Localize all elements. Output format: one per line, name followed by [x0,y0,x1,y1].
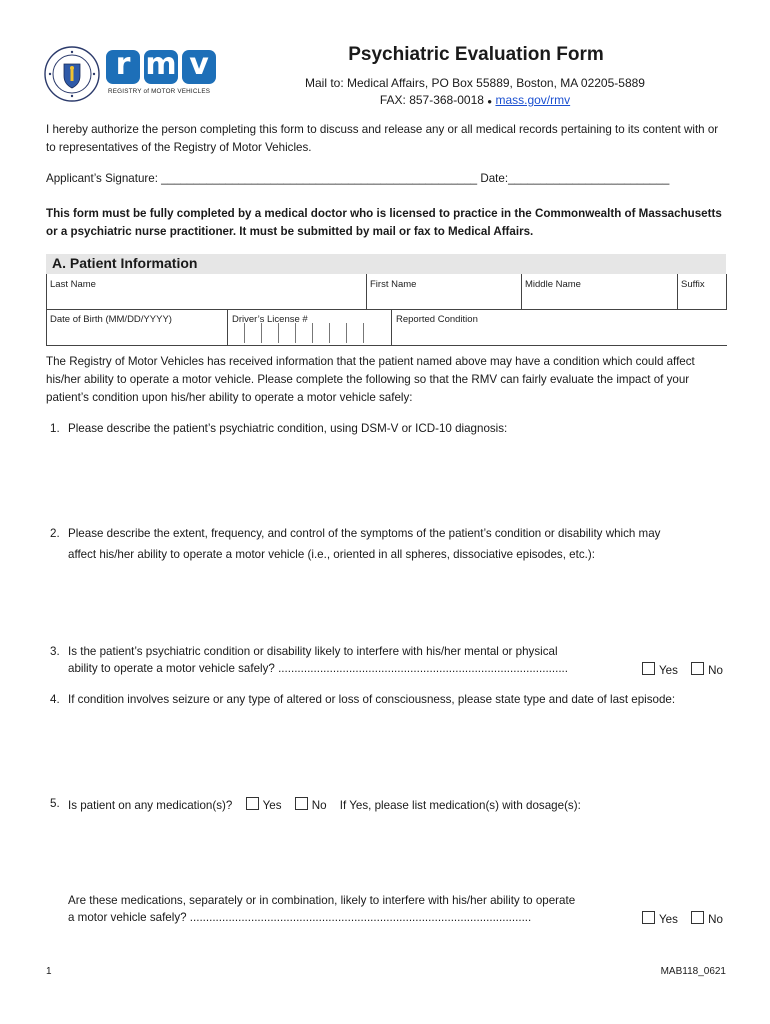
question-5b-options [642,911,723,926]
form-code: MAB118_0621 [660,966,726,977]
question-5b-yes-checkbox[interactable] [642,911,655,924]
drivers-license-label: Driver’s License # [232,314,308,325]
question-5b-text-line1: Are these medications, separately or in combination, likely to interfere with his/her ability to operate [68,894,576,907]
question-2-text-line2: affect his/her ability to operate a motor vehicle (i.e., oriented in all spheres, dissociative episodes, etc.): [68,548,595,561]
table-border-right [726,274,727,310]
completion-notice: This form must be fully completed by a medical doctor who is licensed to practice in the Commonwealth of Massachusetts or a psychiatric nurse practitioner. It must be submitted by mail or fax to Medical Affairs. [46,207,722,238]
question-1-number: 1. [50,422,60,435]
license-digit-box [262,323,279,343]
question-5-no-checkbox[interactable] [295,797,308,810]
first-name-label: First Name [370,279,417,290]
suffix-input[interactable] [678,292,725,308]
fax-line [260,93,690,107]
license-digit-box [330,323,347,343]
rmv-logo-caption: REGISTRY of MOTOR VEHICLES [108,88,211,95]
question-5 [46,797,726,813]
question-2-answer-area[interactable] [68,570,726,640]
question-5-text: Is patient on any medication(s)? [68,799,233,812]
question-5-answer-area[interactable] [68,818,726,888]
suffix-label: Suffix [681,279,705,290]
question-4 [46,693,726,709]
question-2-number: 2. [50,527,60,540]
signature-row [46,172,726,185]
rmv-logo-letter-r: r [106,50,140,84]
question-5-row [68,797,726,812]
license-digit-box [313,323,330,343]
question-2-text-line1: Please describe the extent, frequency, and control of the symptoms of the patient’s condition or disability which may [68,527,661,540]
question-2-line2-row [46,548,726,564]
question-3-yes-checkbox[interactable] [642,662,655,675]
page-number: 1 [46,966,52,977]
first-name-input[interactable] [367,292,520,308]
question-3-no-checkbox[interactable] [691,662,704,675]
middle-name-label: Middle Name [525,279,581,290]
question-5b-yes-label: Yes [659,913,678,926]
license-digit-box [279,323,296,343]
section-a-title: A. Patient Information [52,255,198,271]
question-3-no-label: No [708,664,723,677]
date-field[interactable]: _________________________ [508,172,670,185]
question-3 [46,645,726,661]
form-title: Psychiatric Evaluation Form [348,44,604,65]
question-1-answer-area[interactable] [68,442,726,518]
question-1 [46,422,726,438]
license-digit-box [228,323,245,343]
reported-condition-label: Reported Condition [396,314,478,325]
intro-paragraph: The Registry of Motor Vehicles has received information that the patient named above may have a condition which could affect his/her ability to operate a motor vehicle. Please complete the following so that the RMV can fairly evaluate the impact of your patient’s condition upon his/her ability to operate a motor vehicle safely: [46,355,695,404]
question-4-text: If condition involves seizure or any type of altered or loss of consciousness, please state type and date of last episode: [68,693,676,706]
last-name-label: Last Name [50,279,96,290]
massachusetts-seal-icon [44,46,100,102]
license-digit-box [296,323,313,343]
license-digit-box [245,323,262,343]
date-of-birth-input[interactable] [47,327,226,344]
authorization-statement: I hereby authorize the person completing this form to discuss and release any or all medical records pertaining to its content with or to representatives of the Registry of Motor Vehicles. [46,123,719,154]
rmv-logo-letter-m: m [145,47,177,82]
question-2 [46,527,726,543]
question-5-yes-checkbox[interactable] [246,797,259,810]
question-5-no-label: No [311,799,327,812]
question-4-number: 4. [50,693,60,706]
website-link[interactable]: mass.gov/rmv [495,93,571,107]
question-5-followup: If Yes, please list medication(s) with dosage(s): [339,799,581,812]
drivers-license-input[interactable] [228,323,391,345]
question-3-text-line1: Is the patient’s psychiatric condition or disability likely to interfere with his/her mental or physical [68,645,558,658]
question-5b-text-line2: a motor vehicle safely? .......................................................................................................... [68,911,532,924]
date-of-birth-label: Date of Birth (MM/DD/YYYY) [50,314,172,325]
license-digit-box [347,323,364,343]
question-5b-no-checkbox[interactable] [691,911,704,924]
table-row-divider [46,309,727,310]
license-digit-box [364,323,380,343]
question-3-yes-label: Yes [659,664,678,677]
question-5b-no-label: No [708,913,723,926]
question-5b-line2-row [46,911,726,927]
question-3-number: 3. [50,645,60,658]
question-1-text: Please describe the patient’s psychiatric condition, using DSM-V or ICD-10 diagnosis: [68,422,508,435]
reported-condition-input[interactable] [392,327,726,344]
bullet-separator: ● [487,97,493,106]
question-3-line2-row [46,662,726,678]
rmv-logo-letter-v: v [182,50,216,84]
question-5-yes-label: Yes [262,799,282,812]
question-5-number: 5. [50,797,60,810]
table-bottom-border [46,345,727,346]
date-label: Date: [480,172,509,185]
question-3-options [642,662,723,677]
middle-name-input[interactable] [522,292,676,308]
last-name-input[interactable] [47,292,365,308]
mailing-address: Mail to: Medical Affairs, PO Box 55889, Boston, MA 02205-5889 [305,76,645,90]
question-4-answer-area[interactable] [68,713,726,789]
question-5b [46,894,726,910]
question-3-text-line2: ability to operate a motor vehicle safely? .......................................................................................... [68,662,568,675]
fax-number: FAX: 857-368-0018 [379,93,484,107]
rmv-logo [106,47,220,102]
signature-label: Applicant’s Signature: [46,172,158,185]
signature-field[interactable]: _________________________________________________ [161,172,478,185]
